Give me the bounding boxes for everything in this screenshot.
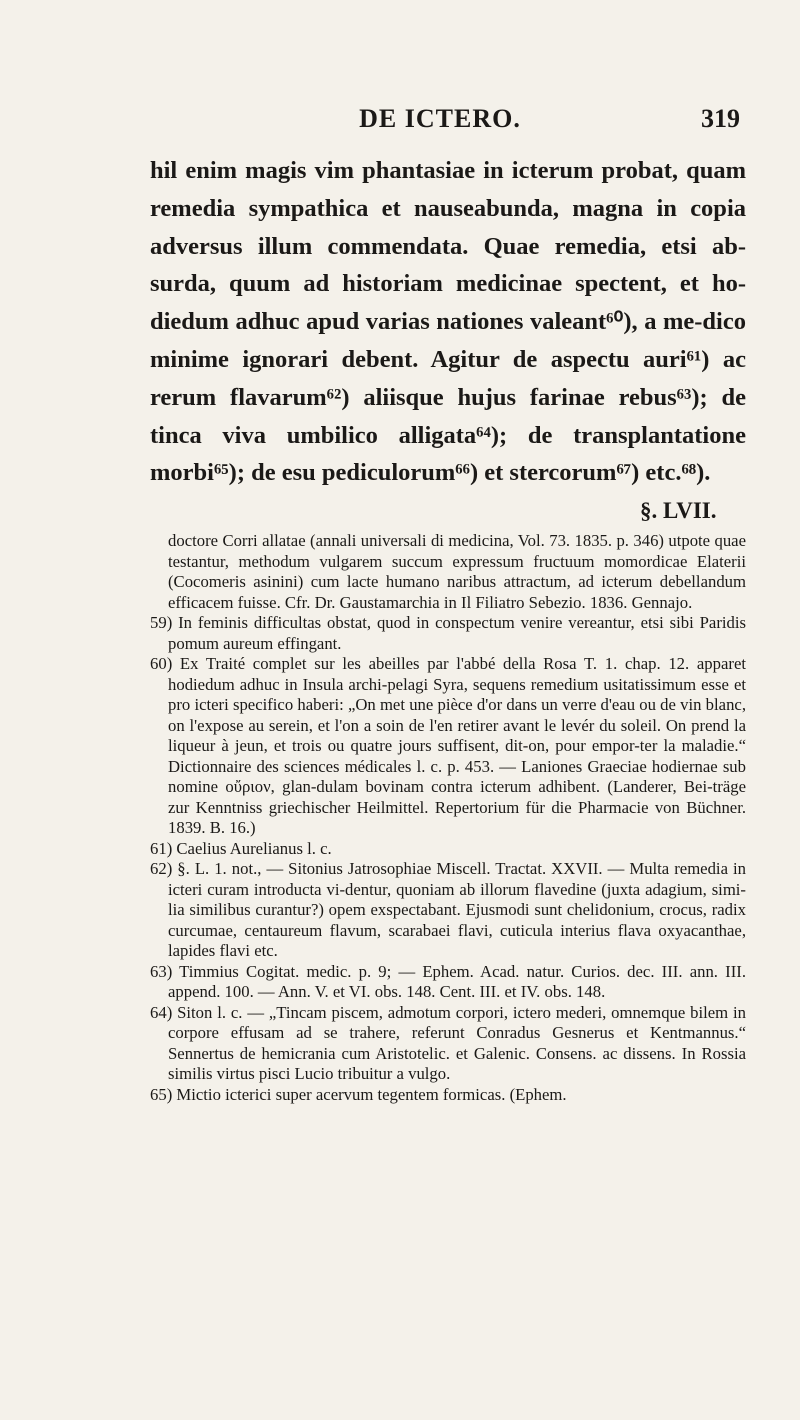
footnote-59: 59) In feminis difficultas obstat, quod in conspectum venire vereantur, etsi sibi Paridis pomum aureum effingant. <box>150 613 746 653</box>
footnote-62: 62) §. L. 1. not., — Sitonius Jatrosophiae Miscell. Tractat. XXVII. — Multa remedia in icteri curam introducta vi-dentur, quoniam ab illorum flavedine (juxta adagium, simi-lia similibus curantur?) opem exspectabant. Ejusmodi sunt chelidonium, crocus, radix curcumae, centaureum flavum, scarabaei flavi, cuticula interius flava oxyacanthae, lapides flavi etc. <box>150 859 746 960</box>
footnote-63: 63) Timmius Cogitat. medic. p. 9; — Ephem. Acad. natur. Curios. dec. III. ann. III. append. 100. — Ann. V. et VI. obs. 148. Cent. III. et IV. obs. 148. <box>150 961 746 1001</box>
footnote-64: 64) Siton l. c. — „Tincam piscem, admotum corpori, ictero mederi, omnemque bilem in corpore effusam ad se trahere, referunt Conradus Gesnerus et Kentmannus.“ Sennertus de hemicrania cum Aristotelic. et Galenic. Consens. ac dissens. In Rossia similis virtus pisci Lucio tribuitur a vulgo. <box>150 1002 746 1083</box>
section-heading: §. LVII. <box>640 498 717 523</box>
footnotes <box>150 531 746 1105</box>
page-number: 319 <box>701 104 740 133</box>
main-paragraph: hil enim magis vim phantasiae in icterum probat, quam remedia sympathica et nauseabunda, magna in copia adversus illum commendata. Quae remedia, etsi ab-surda, quum ad historiam medicinae spectent, et ho-diedum adhuc apud varias nationes valeant⁶⁰), a me-dico minime ignorari debent. Agitur de aspectu auri⁶¹) ac rerum flavarum⁶²) aliisque hujus farinae rebus⁶³); de tinca viva umbilico alligata⁶⁴); de transplantatione morbi⁶⁵); de esu pediculorum⁶⁶) et stercorum⁶⁷) etc.⁶⁸). <box>150 157 746 487</box>
running-head <box>150 104 740 140</box>
footnote-65: 65) Mictio icterici super acervum tegentem formicas. (Ephem. <box>150 1084 567 1104</box>
footnote-continuation: doctore Corri allatae (annali universali di medicina, Vol. 73. 1835. p. 346) utpote quae testantur, methodum vulgarem succum expressum fructuum momordicae Elaterii (Cocomeris asinini) cum lacte humano naribus attractum, ad icterum debellandum efficacem fuisse. Cfr. Dr. Gaustamarchia in Il Filiatro Sebezio. 1836. Gennajo. <box>168 531 746 612</box>
running-head-title: DE ICTERO. <box>359 104 521 133</box>
footnote-60: 60) Ex Traité complet sur les abeilles par l'abbé della Rosa T. 1. chap. 12. apparet hodiedum adhuc in Insula archi-pelagi Syra, sequens remedium usitatissimum esse et pro icteri specifico haberi: „On met une pièce d'or dans un verre d'eau ou de vin blanc, on l'expose au serein, et l'on a soin de l'en retirer avant le levér du soleil. On prend la liqueur à jeun, et trois ou quatre jours suffisent, dit-on, pour empor-ter la maladie.“ Dictionnaire des sciences médicales l. c. p. 453. — Laniones Graeciae hodiernae sub nomine οὔριον, glan-dulam bovinam contra icterum adhibent. (Landerer, Bei-träge zur Kenntniss griechischer Heilmittel. Repertorium für die Pharmacie von Büchner. 1839. B. 16.) <box>150 654 746 837</box>
footnote-61: 61) Caelius Aurelianus l. c. <box>150 838 332 858</box>
